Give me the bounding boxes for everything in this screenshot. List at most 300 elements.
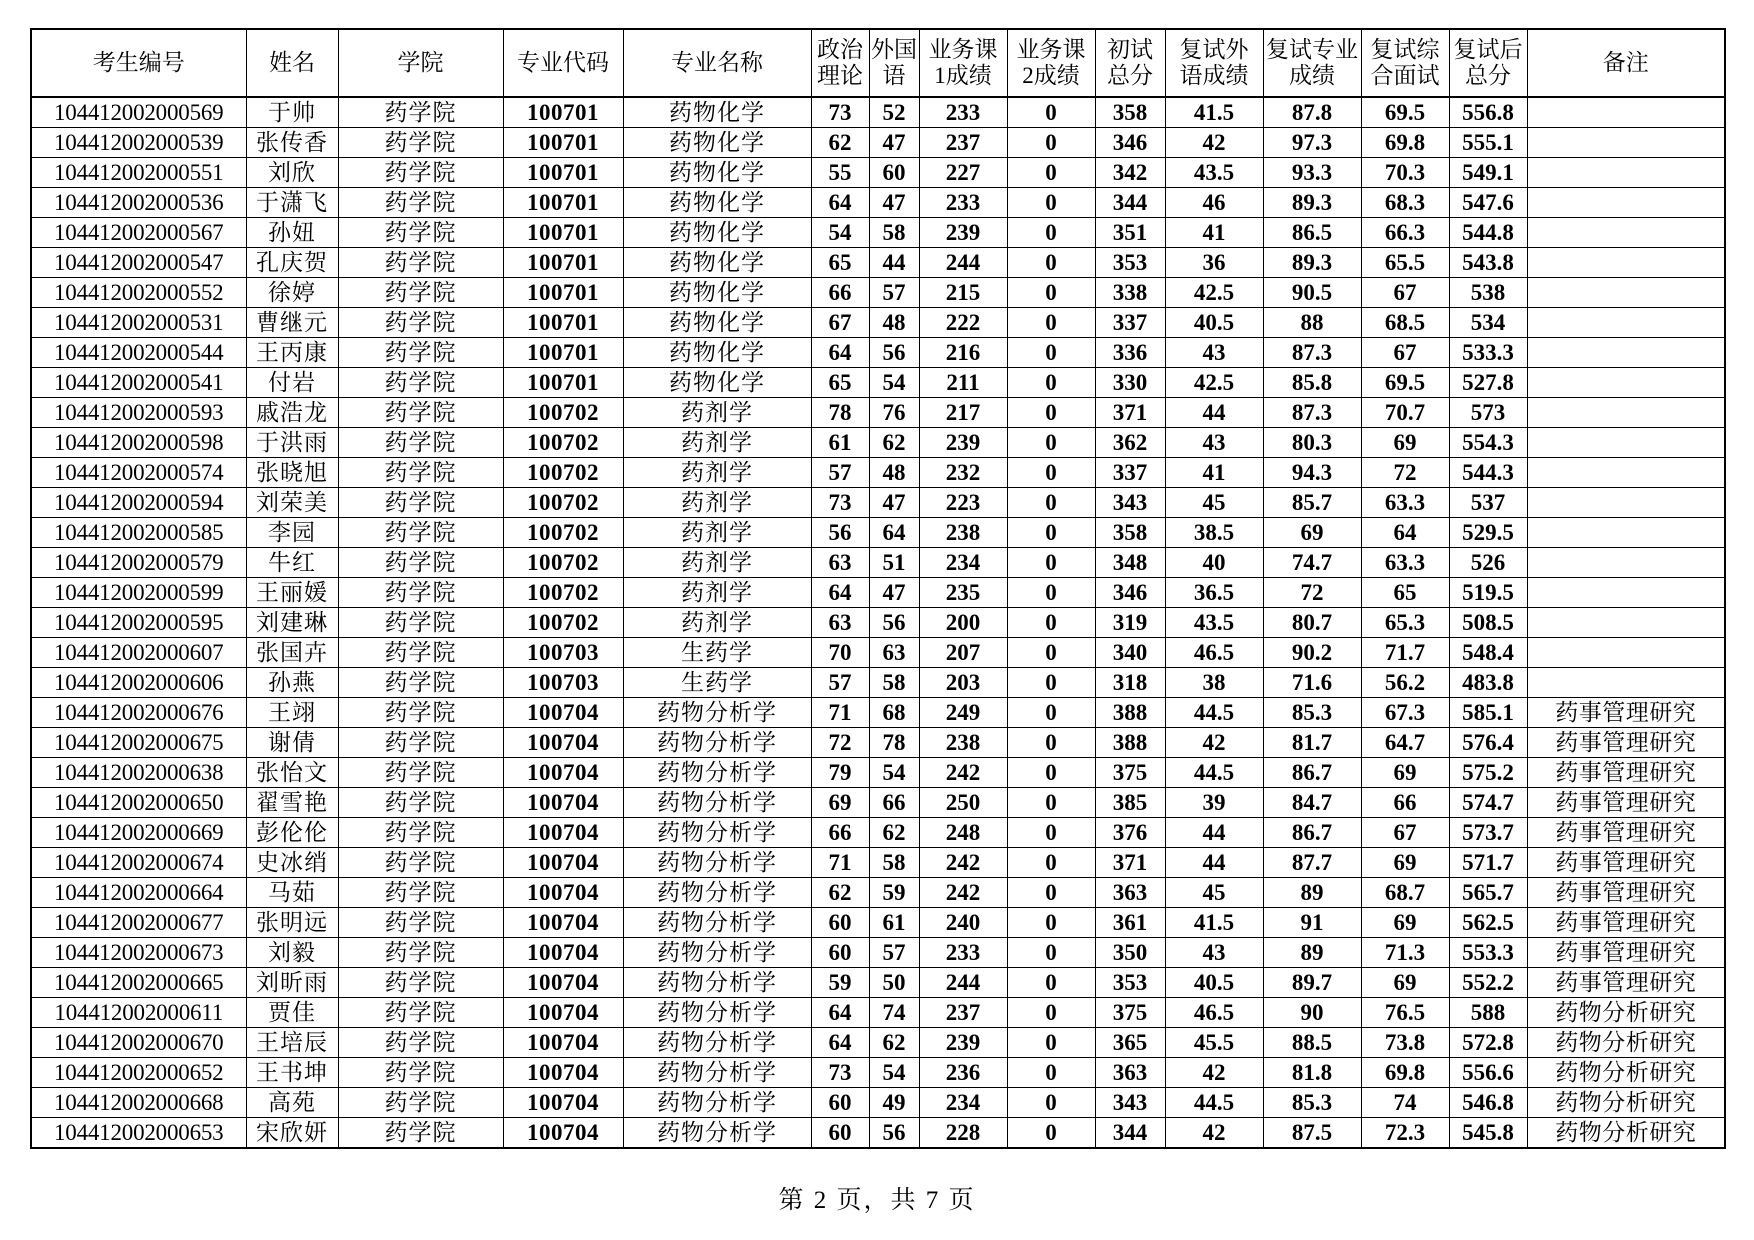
cell-retest_interview: 69.8 xyxy=(1361,128,1449,158)
cell-retest_foreign: 42 xyxy=(1165,1118,1263,1149)
cell-business1: 203 xyxy=(919,668,1007,698)
cell-candidate_no: 104412002000599 xyxy=(31,578,246,608)
cell-initial_total: 388 xyxy=(1095,728,1165,758)
table-body xyxy=(31,97,1725,1148)
cell-remark xyxy=(1527,248,1725,278)
cell-retest_foreign: 44.5 xyxy=(1165,1088,1263,1118)
cell-remark: 药事管理研究 xyxy=(1527,818,1725,848)
table-row xyxy=(31,158,1725,188)
cell-name: 刘欣 xyxy=(246,158,338,188)
cell-college: 药学院 xyxy=(338,97,503,128)
cell-name: 孙妞 xyxy=(246,218,338,248)
cell-remark xyxy=(1527,218,1725,248)
cell-business2: 0 xyxy=(1007,758,1095,788)
cell-candidate_no: 104412002000585 xyxy=(31,518,246,548)
cell-politics: 79 xyxy=(811,758,869,788)
cell-business1: 238 xyxy=(919,518,1007,548)
cell-name: 徐婷 xyxy=(246,278,338,308)
cell-retest_foreign: 36.5 xyxy=(1165,578,1263,608)
cell-business2: 0 xyxy=(1007,368,1095,398)
cell-politics: 63 xyxy=(811,548,869,578)
cell-politics: 72 xyxy=(811,728,869,758)
table-row xyxy=(31,1028,1725,1058)
cell-remark: 药事管理研究 xyxy=(1527,938,1725,968)
cell-politics: 60 xyxy=(811,1088,869,1118)
cell-college: 药学院 xyxy=(338,908,503,938)
cell-retest_major: 89 xyxy=(1263,938,1361,968)
cell-candidate_no: 104412002000539 xyxy=(31,128,246,158)
cell-politics: 61 xyxy=(811,428,869,458)
cell-politics: 63 xyxy=(811,608,869,638)
cell-retest_major: 85.8 xyxy=(1263,368,1361,398)
cell-retest_interview: 70.3 xyxy=(1361,158,1449,188)
cell-final_total: 573.7 xyxy=(1449,818,1527,848)
cell-retest_interview: 67 xyxy=(1361,818,1449,848)
cell-major_code: 100703 xyxy=(503,668,623,698)
cell-major_name: 药物化学 xyxy=(623,308,811,338)
column-header-line: 总分 xyxy=(1465,63,1511,88)
cell-retest_foreign: 41.5 xyxy=(1165,908,1263,938)
cell-college: 药学院 xyxy=(338,578,503,608)
column-header-line: 专业名称 xyxy=(671,50,763,76)
cell-candidate_no: 104412002000677 xyxy=(31,908,246,938)
cell-major_code: 100703 xyxy=(503,638,623,668)
cell-politics: 54 xyxy=(811,218,869,248)
cell-name: 史冰绡 xyxy=(246,848,338,878)
cell-remark xyxy=(1527,518,1725,548)
cell-initial_total: 318 xyxy=(1095,668,1165,698)
cell-foreign: 56 xyxy=(869,338,919,368)
cell-candidate_no: 104412002000638 xyxy=(31,758,246,788)
cell-retest_interview: 66 xyxy=(1361,788,1449,818)
table-row xyxy=(31,458,1725,488)
cell-foreign: 56 xyxy=(869,608,919,638)
cell-name: 刘毅 xyxy=(246,938,338,968)
cell-major_code: 100701 xyxy=(503,188,623,218)
cell-major_code: 100701 xyxy=(503,278,623,308)
cell-name: 张晓旭 xyxy=(246,458,338,488)
cell-business2: 0 xyxy=(1007,848,1095,878)
cell-major_name: 药物分析学 xyxy=(623,1088,811,1118)
cell-major_name: 药剂学 xyxy=(623,608,811,638)
cell-retest_interview: 63.3 xyxy=(1361,488,1449,518)
cell-college: 药学院 xyxy=(338,998,503,1028)
cell-candidate_no: 104412002000611 xyxy=(31,998,246,1028)
cell-retest_interview: 69 xyxy=(1361,848,1449,878)
cell-college: 药学院 xyxy=(338,248,503,278)
cell-initial_total: 375 xyxy=(1095,758,1165,788)
cell-name: 宋欣妍 xyxy=(246,1118,338,1149)
cell-remark: 药物分析研究 xyxy=(1527,1058,1725,1088)
cell-retest_interview: 64 xyxy=(1361,518,1449,548)
cell-major_code: 100701 xyxy=(503,97,623,128)
table-row xyxy=(31,1088,1725,1118)
cell-retest_major: 89.3 xyxy=(1263,248,1361,278)
cell-initial_total: 361 xyxy=(1095,908,1165,938)
table-row xyxy=(31,278,1725,308)
cell-retest_interview: 76.5 xyxy=(1361,998,1449,1028)
cell-politics: 67 xyxy=(811,308,869,338)
cell-politics: 62 xyxy=(811,878,869,908)
cell-foreign: 78 xyxy=(869,728,919,758)
cell-business1: 228 xyxy=(919,1118,1007,1149)
cell-major_name: 药物化学 xyxy=(623,188,811,218)
cell-retest_major: 69 xyxy=(1263,518,1361,548)
cell-final_total: 537 xyxy=(1449,488,1527,518)
cell-retest_interview: 71.7 xyxy=(1361,638,1449,668)
cell-retest_major: 81.8 xyxy=(1263,1058,1361,1088)
cell-college: 药学院 xyxy=(338,848,503,878)
cell-college: 药学院 xyxy=(338,218,503,248)
cell-foreign: 49 xyxy=(869,1088,919,1118)
cell-initial_total: 319 xyxy=(1095,608,1165,638)
cell-major_name: 药物分析学 xyxy=(623,818,811,848)
cell-business1: 215 xyxy=(919,278,1007,308)
cell-retest_major: 87.3 xyxy=(1263,398,1361,428)
column-header-line: 2成绩 xyxy=(1022,63,1080,88)
table-row xyxy=(31,968,1725,998)
cell-final_total: 549.1 xyxy=(1449,158,1527,188)
cell-final_total: 575.2 xyxy=(1449,758,1527,788)
cell-retest_foreign: 44 xyxy=(1165,398,1263,428)
table-row xyxy=(31,578,1725,608)
cell-foreign: 48 xyxy=(869,458,919,488)
cell-foreign: 57 xyxy=(869,278,919,308)
cell-business1: 227 xyxy=(919,158,1007,188)
cell-major_code: 100701 xyxy=(503,368,623,398)
cell-name: 于帅 xyxy=(246,97,338,128)
cell-business2: 0 xyxy=(1007,998,1095,1028)
cell-remark xyxy=(1527,278,1725,308)
cell-retest_major: 80.7 xyxy=(1263,608,1361,638)
cell-candidate_no: 104412002000593 xyxy=(31,398,246,428)
cell-major_name: 药物分析学 xyxy=(623,998,811,1028)
cell-major_code: 100704 xyxy=(503,848,623,878)
cell-remark xyxy=(1527,97,1725,128)
cell-initial_total: 362 xyxy=(1095,428,1165,458)
cell-retest_foreign: 41 xyxy=(1165,218,1263,248)
cell-major_name: 药物分析学 xyxy=(623,728,811,758)
cell-name: 贾佳 xyxy=(246,998,338,1028)
cell-retest_interview: 68.7 xyxy=(1361,878,1449,908)
cell-candidate_no: 104412002000652 xyxy=(31,1058,246,1088)
column-header-retest_foreign xyxy=(1165,29,1263,97)
cell-business1: 234 xyxy=(919,1088,1007,1118)
cell-remark: 药事管理研究 xyxy=(1527,698,1725,728)
cell-major_code: 100702 xyxy=(503,488,623,518)
cell-retest_major: 90.5 xyxy=(1263,278,1361,308)
cell-initial_total: 343 xyxy=(1095,488,1165,518)
cell-politics: 57 xyxy=(811,668,869,698)
cell-major_name: 药剂学 xyxy=(623,548,811,578)
cell-business1: 200 xyxy=(919,608,1007,638)
cell-politics: 71 xyxy=(811,698,869,728)
cell-business1: 242 xyxy=(919,878,1007,908)
cell-college: 药学院 xyxy=(338,128,503,158)
cell-politics: 62 xyxy=(811,128,869,158)
cell-business2: 0 xyxy=(1007,878,1095,908)
table-row xyxy=(31,338,1725,368)
cell-retest_major: 97.3 xyxy=(1263,128,1361,158)
cell-final_total: 573 xyxy=(1449,398,1527,428)
cell-retest_interview: 67 xyxy=(1361,278,1449,308)
cell-major_name: 药物分析学 xyxy=(623,968,811,998)
column-header-line: 业务课 xyxy=(1016,37,1086,63)
cell-initial_total: 363 xyxy=(1095,878,1165,908)
cell-retest_foreign: 40 xyxy=(1165,548,1263,578)
cell-business2: 0 xyxy=(1007,1118,1095,1149)
table-row xyxy=(31,758,1725,788)
table-row xyxy=(31,218,1725,248)
cell-initial_total: 346 xyxy=(1095,578,1165,608)
cell-college: 药学院 xyxy=(338,428,503,458)
cell-candidate_no: 104412002000675 xyxy=(31,728,246,758)
cell-major_name: 药物分析学 xyxy=(623,1118,811,1149)
cell-retest_interview: 65.5 xyxy=(1361,248,1449,278)
cell-business2: 0 xyxy=(1007,608,1095,638)
cell-foreign: 62 xyxy=(869,818,919,848)
cell-final_total: 554.3 xyxy=(1449,428,1527,458)
cell-major_name: 药物化学 xyxy=(623,97,811,128)
cell-retest_major: 90.2 xyxy=(1263,638,1361,668)
cell-name: 刘建琳 xyxy=(246,608,338,638)
column-header-major_name xyxy=(623,29,811,97)
cell-initial_total: 365 xyxy=(1095,1028,1165,1058)
column-header-line: 政治 xyxy=(817,37,863,63)
cell-remark: 药事管理研究 xyxy=(1527,728,1725,758)
cell-foreign: 44 xyxy=(869,248,919,278)
cell-politics: 64 xyxy=(811,188,869,218)
cell-business2: 0 xyxy=(1007,218,1095,248)
cell-candidate_no: 104412002000551 xyxy=(31,158,246,188)
cell-retest_major: 86.7 xyxy=(1263,818,1361,848)
cell-major_code: 100704 xyxy=(503,938,623,968)
column-header-college xyxy=(338,29,503,97)
cell-candidate_no: 104412002000547 xyxy=(31,248,246,278)
cell-foreign: 48 xyxy=(869,308,919,338)
cell-major_name: 生药学 xyxy=(623,638,811,668)
cell-major_code: 100702 xyxy=(503,398,623,428)
cell-major_name: 药剂学 xyxy=(623,458,811,488)
cell-retest_foreign: 43 xyxy=(1165,338,1263,368)
cell-name: 付岩 xyxy=(246,368,338,398)
cell-name: 李园 xyxy=(246,518,338,548)
cell-business2: 0 xyxy=(1007,908,1095,938)
cell-major_code: 100704 xyxy=(503,1058,623,1088)
cell-name: 张传香 xyxy=(246,128,338,158)
cell-major_code: 100701 xyxy=(503,158,623,188)
table-row xyxy=(31,908,1725,938)
cell-college: 药学院 xyxy=(338,698,503,728)
cell-college: 药学院 xyxy=(338,278,503,308)
cell-name: 马茹 xyxy=(246,878,338,908)
table-row xyxy=(31,668,1725,698)
cell-college: 药学院 xyxy=(338,488,503,518)
column-header-line: 合面试 xyxy=(1370,63,1440,88)
cell-retest_interview: 69 xyxy=(1361,758,1449,788)
cell-final_total: 519.5 xyxy=(1449,578,1527,608)
cell-candidate_no: 104412002000567 xyxy=(31,218,246,248)
cell-college: 药学院 xyxy=(338,518,503,548)
table-row xyxy=(31,248,1725,278)
cell-politics: 59 xyxy=(811,968,869,998)
cell-retest_major: 85.3 xyxy=(1263,698,1361,728)
cell-retest_foreign: 46.5 xyxy=(1165,638,1263,668)
table-row xyxy=(31,428,1725,458)
column-header-line: 备注 xyxy=(1602,50,1649,76)
cell-major_code: 100704 xyxy=(503,698,623,728)
cell-major_name: 药物化学 xyxy=(623,338,811,368)
cell-final_total: 553.3 xyxy=(1449,938,1527,968)
cell-business2: 0 xyxy=(1007,938,1095,968)
cell-business1: 211 xyxy=(919,368,1007,398)
cell-foreign: 47 xyxy=(869,188,919,218)
cell-politics: 73 xyxy=(811,1058,869,1088)
cell-major_code: 100701 xyxy=(503,248,623,278)
cell-major_code: 100702 xyxy=(503,578,623,608)
cell-politics: 73 xyxy=(811,488,869,518)
cell-name: 谢倩 xyxy=(246,728,338,758)
cell-major_name: 药物化学 xyxy=(623,158,811,188)
cell-retest_interview: 63.3 xyxy=(1361,548,1449,578)
column-header-retest_major xyxy=(1263,29,1361,97)
cell-initial_total: 385 xyxy=(1095,788,1165,818)
cell-major_code: 100704 xyxy=(503,728,623,758)
cell-foreign: 63 xyxy=(869,638,919,668)
cell-college: 药学院 xyxy=(338,938,503,968)
cell-retest_foreign: 44.5 xyxy=(1165,758,1263,788)
cell-remark xyxy=(1527,158,1725,188)
cell-retest_interview: 73.8 xyxy=(1361,1028,1449,1058)
cell-initial_total: 337 xyxy=(1095,458,1165,488)
cell-foreign: 66 xyxy=(869,788,919,818)
cell-remark: 药事管理研究 xyxy=(1527,968,1725,998)
cell-business2: 0 xyxy=(1007,128,1095,158)
cell-major_code: 100704 xyxy=(503,908,623,938)
cell-retest_major: 84.7 xyxy=(1263,788,1361,818)
cell-business2: 0 xyxy=(1007,548,1095,578)
cell-foreign: 47 xyxy=(869,128,919,158)
cell-initial_total: 340 xyxy=(1095,638,1165,668)
table-row xyxy=(31,97,1725,128)
column-header-line: 成绩 xyxy=(1289,63,1335,88)
cell-final_total: 585.1 xyxy=(1449,698,1527,728)
cell-foreign: 76 xyxy=(869,398,919,428)
cell-retest_foreign: 43 xyxy=(1165,428,1263,458)
cell-college: 药学院 xyxy=(338,638,503,668)
cell-retest_interview: 69 xyxy=(1361,968,1449,998)
cell-business1: 239 xyxy=(919,218,1007,248)
cell-business2: 0 xyxy=(1007,248,1095,278)
cell-major_name: 药物分析学 xyxy=(623,1028,811,1058)
column-header-business2 xyxy=(1007,29,1095,97)
table-row xyxy=(31,878,1725,908)
cell-initial_total: 338 xyxy=(1095,278,1165,308)
cell-remark: 药物分析研究 xyxy=(1527,1088,1725,1118)
cell-business1: 240 xyxy=(919,908,1007,938)
cell-politics: 64 xyxy=(811,1028,869,1058)
cell-initial_total: 363 xyxy=(1095,1058,1165,1088)
cell-college: 药学院 xyxy=(338,1028,503,1058)
cell-business2: 0 xyxy=(1007,668,1095,698)
cell-retest_major: 87.8 xyxy=(1263,97,1361,128)
cell-major_code: 100702 xyxy=(503,458,623,488)
column-header-line: 复试专业 xyxy=(1266,37,1358,63)
cell-retest_foreign: 45.5 xyxy=(1165,1028,1263,1058)
column-header-line: 1成绩 xyxy=(934,63,992,88)
cell-business1: 244 xyxy=(919,248,1007,278)
column-header-line: 复试后 xyxy=(1453,37,1523,63)
cell-retest_foreign: 44 xyxy=(1165,818,1263,848)
cell-remark xyxy=(1527,128,1725,158)
cell-major_code: 100704 xyxy=(503,878,623,908)
cell-retest_interview: 74 xyxy=(1361,1088,1449,1118)
table-row xyxy=(31,998,1725,1028)
cell-major_name: 药剂学 xyxy=(623,578,811,608)
cell-politics: 65 xyxy=(811,248,869,278)
cell-name: 孙燕 xyxy=(246,668,338,698)
cell-name: 张怡文 xyxy=(246,758,338,788)
cell-major_name: 药物分析学 xyxy=(623,938,811,968)
cell-major_code: 100701 xyxy=(503,308,623,338)
cell-retest_foreign: 44.5 xyxy=(1165,698,1263,728)
cell-initial_total: 344 xyxy=(1095,188,1165,218)
cell-foreign: 58 xyxy=(869,848,919,878)
cell-remark xyxy=(1527,458,1725,488)
cell-business2: 0 xyxy=(1007,698,1095,728)
column-header-final_total xyxy=(1449,29,1527,97)
table-row xyxy=(31,788,1725,818)
cell-major_name: 药物分析学 xyxy=(623,848,811,878)
cell-retest_interview: 66.3 xyxy=(1361,218,1449,248)
cell-business2: 0 xyxy=(1007,578,1095,608)
cell-retest_foreign: 42 xyxy=(1165,128,1263,158)
cell-major_name: 药剂学 xyxy=(623,428,811,458)
cell-name: 刘荣美 xyxy=(246,488,338,518)
cell-remark: 药事管理研究 xyxy=(1527,848,1725,878)
cell-business1: 242 xyxy=(919,758,1007,788)
cell-business2: 0 xyxy=(1007,1058,1095,1088)
column-header-major_code xyxy=(503,29,623,97)
table-row xyxy=(31,398,1725,428)
cell-remark xyxy=(1527,488,1725,518)
column-header-retest_interview xyxy=(1361,29,1449,97)
table-row xyxy=(31,638,1725,668)
table-row xyxy=(31,728,1725,758)
cell-foreign: 52 xyxy=(869,97,919,128)
cell-politics: 60 xyxy=(811,938,869,968)
cell-retest_interview: 69 xyxy=(1361,908,1449,938)
cell-name: 王书坤 xyxy=(246,1058,338,1088)
cell-retest_major: 91 xyxy=(1263,908,1361,938)
cell-retest_interview: 65 xyxy=(1361,578,1449,608)
cell-politics: 64 xyxy=(811,338,869,368)
cell-name: 王培辰 xyxy=(246,1028,338,1058)
cell-college: 药学院 xyxy=(338,728,503,758)
cell-retest_major: 89.7 xyxy=(1263,968,1361,998)
cell-final_total: 571.7 xyxy=(1449,848,1527,878)
cell-retest_major: 87.7 xyxy=(1263,848,1361,878)
cell-retest_foreign: 39 xyxy=(1165,788,1263,818)
cell-candidate_no: 104412002000665 xyxy=(31,968,246,998)
column-header-line: 语成绩 xyxy=(1179,63,1249,88)
cell-college: 药学院 xyxy=(338,458,503,488)
cell-candidate_no: 104412002000594 xyxy=(31,488,246,518)
cell-major_code: 100701 xyxy=(503,128,623,158)
table-row xyxy=(31,518,1725,548)
cell-business2: 0 xyxy=(1007,158,1095,188)
column-header-name xyxy=(246,29,338,97)
